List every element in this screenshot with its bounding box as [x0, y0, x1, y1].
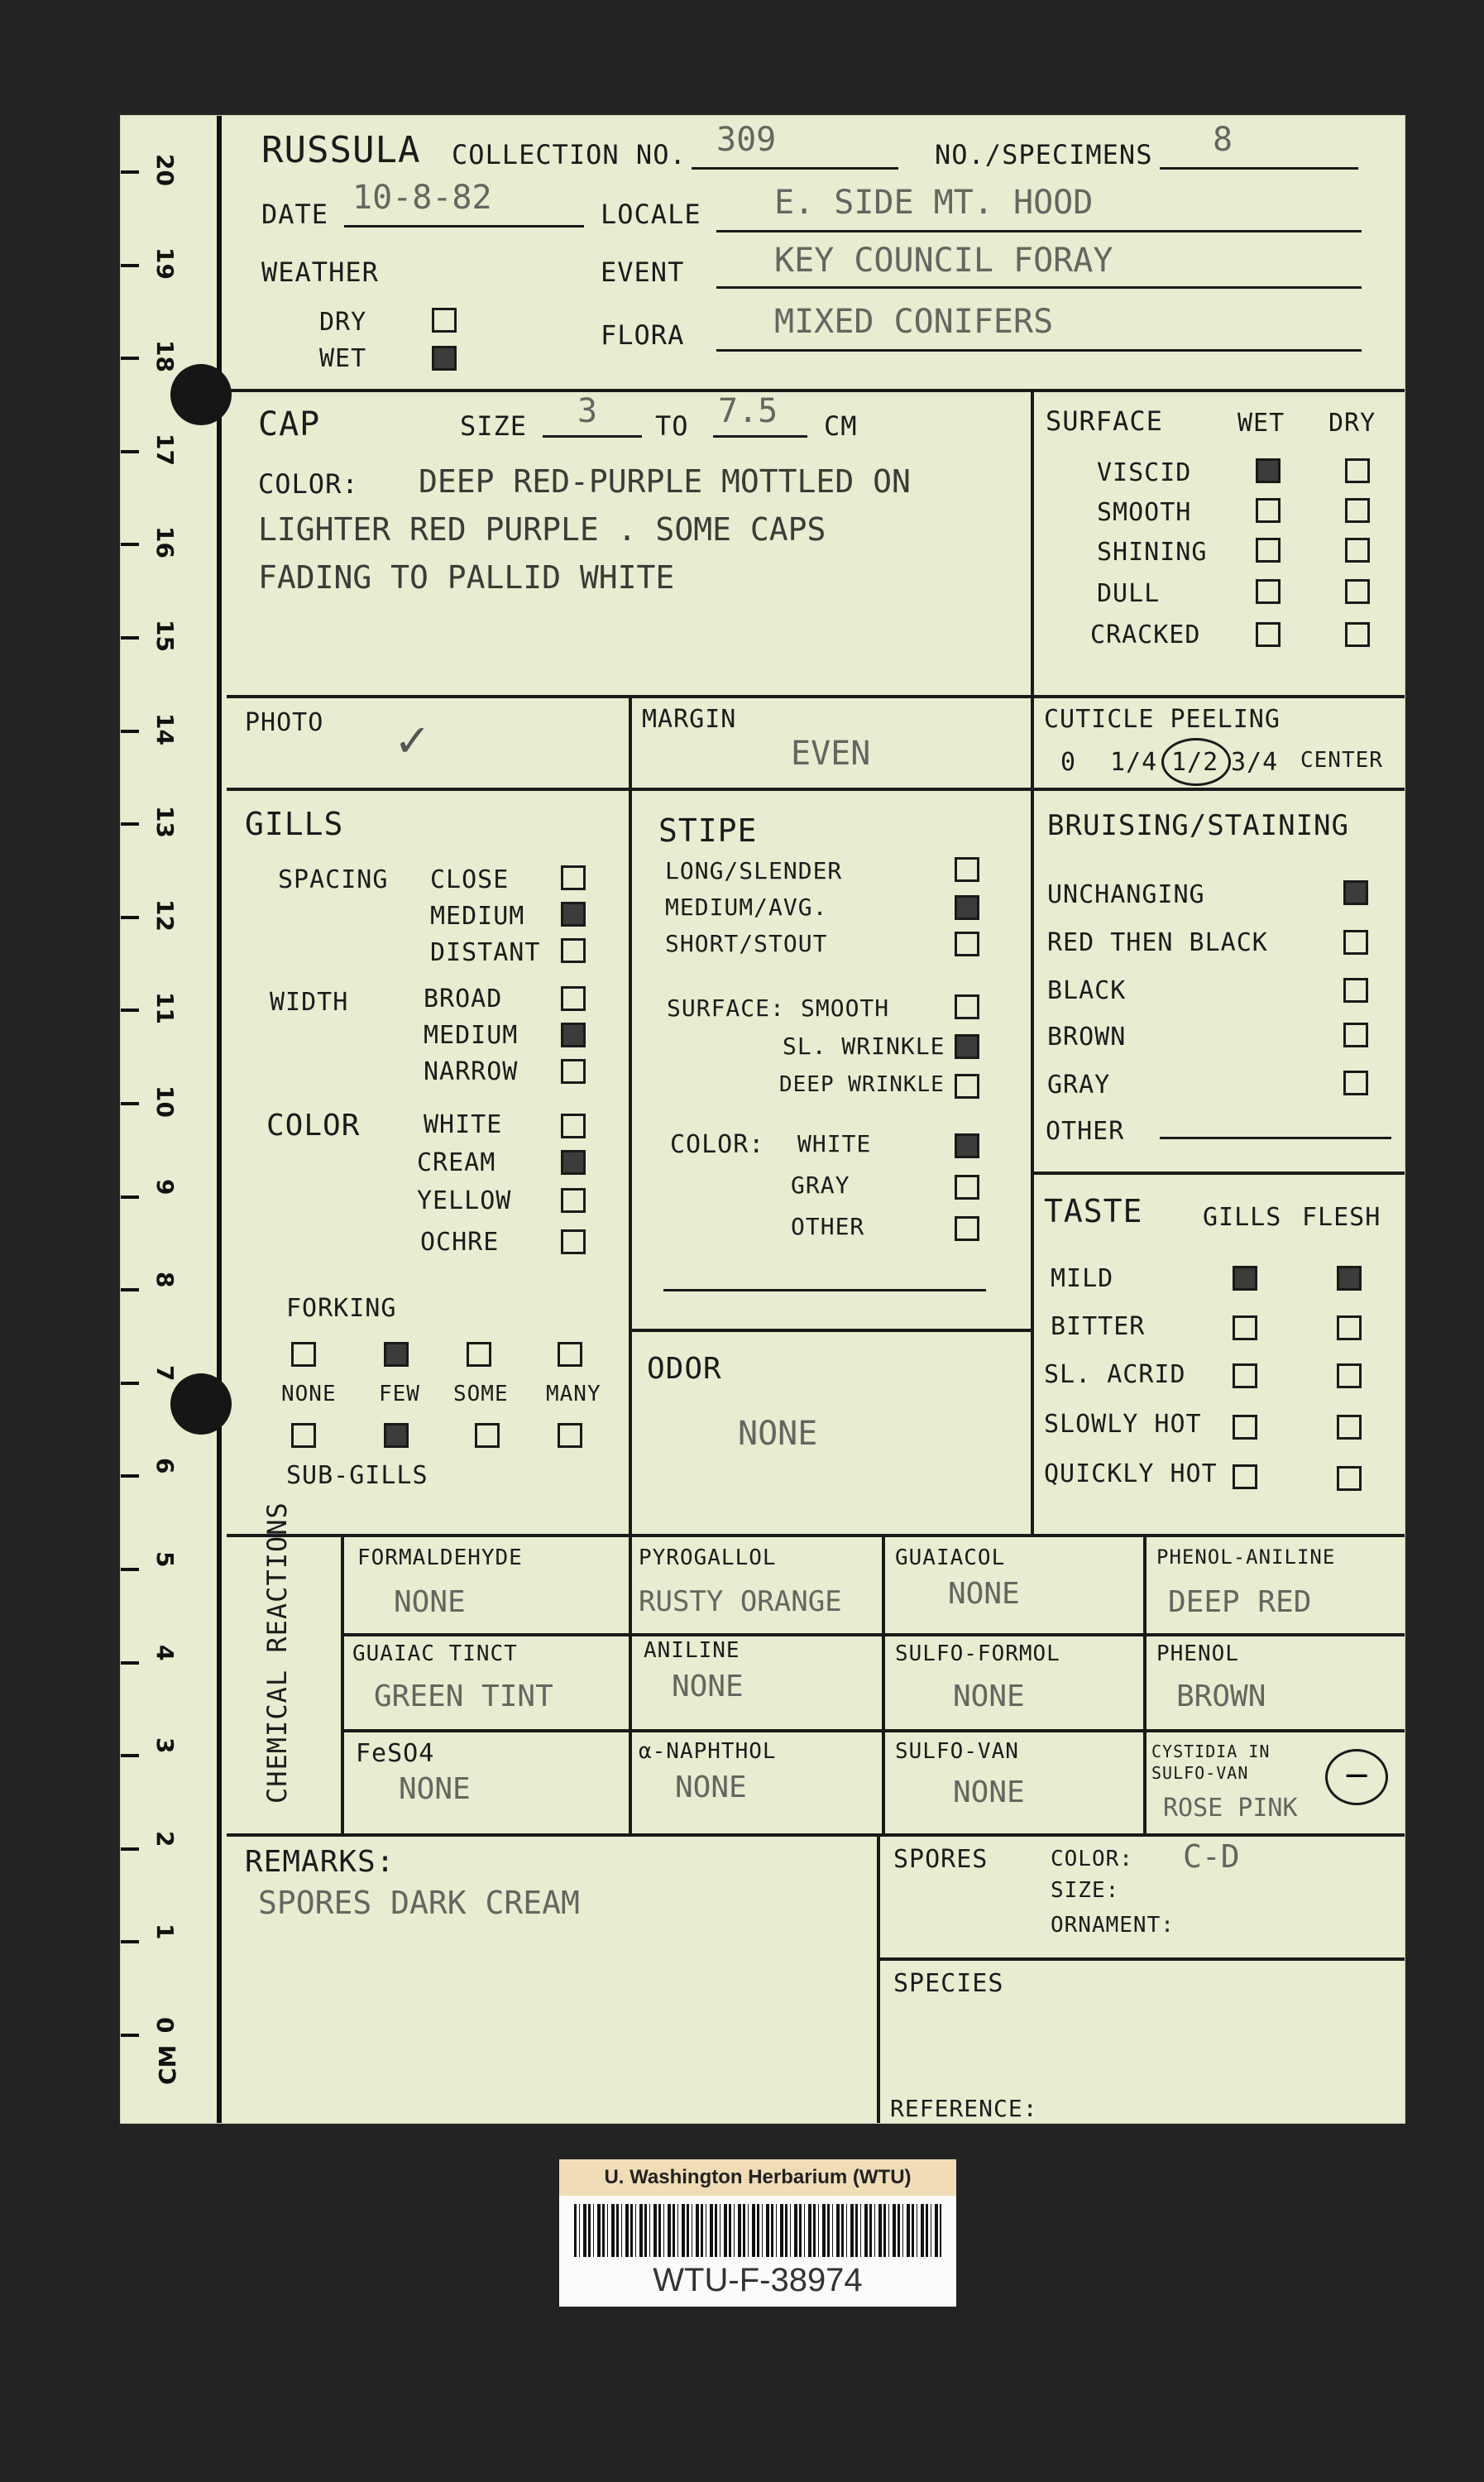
forking-many-label: MANY [546, 1382, 601, 1406]
taste-quickly-hot-gills-box [1233, 1464, 1257, 1489]
ruler-number: 17 [151, 433, 179, 466]
taste-row-label: BITTER [1051, 1312, 1146, 1341]
stipe-color-white: WHITE [797, 1130, 872, 1157]
bruising-brown-box [1343, 1023, 1368, 1047]
cuticle-option-center: CENTER [1300, 748, 1383, 773]
gills-medium-spacing-box [561, 902, 586, 927]
rule-photo [227, 788, 1405, 791]
weather-label: WEATHER [261, 256, 379, 288]
barcode-icon [574, 2204, 941, 2257]
stipe-surface-label: SURFACE: [667, 994, 785, 1022]
subgills-some-box [475, 1423, 500, 1448]
collection-underline [692, 167, 898, 170]
gills-spacing-label: SPACING [278, 865, 389, 894]
flora-underline [716, 349, 1362, 352]
stipe-label: STIPE [658, 812, 758, 849]
event-underline [716, 286, 1362, 289]
chem-aniline-value: NONE [672, 1670, 744, 1703]
bruising-unchanging-box [1343, 880, 1368, 905]
ruler-number: 10 [151, 1085, 179, 1118]
rule-chem-top [227, 1534, 1405, 1537]
surface-shining-dry-box [1345, 538, 1370, 563]
bruising-gray-box [1343, 1071, 1368, 1095]
rule-bruising [1031, 1172, 1405, 1175]
subgills-many-box [558, 1423, 582, 1448]
dry-label: DRY [319, 308, 367, 337]
chem-guaiacol-value: NONE [948, 1577, 1020, 1611]
flora-label: FLORA [601, 319, 685, 351]
gills-spacing-close: CLOSE [430, 865, 510, 894]
col-mid [629, 695, 632, 1534]
col-chem-2 [629, 1534, 632, 1833]
cap-size-from: 3 [577, 392, 598, 430]
cuticle-label: CUTICLE PEELING [1044, 705, 1281, 734]
chem-guaiac-value: GREEN TINT [374, 1679, 553, 1713]
chem-pyrogallol-value: RUSTY ORANGE [639, 1585, 842, 1618]
bruising-option: BROWN [1047, 1023, 1127, 1052]
spores-size-label: SIZE: [1051, 1878, 1120, 1903]
chem-formaldehyde-value: NONE [394, 1585, 466, 1619]
ruler-number: 20 [151, 154, 179, 186]
stipe-surface-smooth: SMOOTH [801, 994, 890, 1022]
stipe-color-other-line [663, 1289, 986, 1291]
gills-width-label: WIDTH [270, 988, 349, 1017]
cap-size-from-line [543, 435, 642, 438]
ruler-tick [121, 1288, 139, 1291]
surface-row-label: CRACKED [1090, 620, 1201, 649]
ruler-tick [121, 822, 139, 826]
surface-row-label: SMOOTH [1097, 498, 1192, 527]
ruler-number: 5 [151, 1551, 179, 1568]
rule-chem-bottom [227, 1833, 1405, 1837]
surface-viscid-dry-box [1345, 458, 1370, 483]
cuticle-option-half: 1/2 [1171, 748, 1219, 777]
ruler-tick [121, 1661, 139, 1665]
taste-bitter-flesh-box [1337, 1315, 1362, 1340]
ruler-tick [121, 1474, 139, 1478]
ruler-number: 1 [151, 1924, 179, 1940]
ruler-tick [121, 730, 139, 733]
ruler-number: 14 [151, 712, 179, 745]
bruising-option: OTHER [1046, 1117, 1125, 1146]
surface-shining-wet-box [1256, 538, 1281, 563]
cap-unit: CM [824, 410, 858, 442]
weather-dry-checkbox [432, 308, 457, 333]
gills-close-box [561, 865, 586, 890]
ruler-tick [121, 2034, 139, 2037]
ruler-number: 3 [151, 1737, 179, 1754]
rule-chem-row2 [341, 1729, 1405, 1732]
col-chem-4 [1143, 1534, 1147, 1833]
chem-feso4-value: NONE [399, 1772, 471, 1806]
taste-row-label: SLOWLY HOT [1044, 1410, 1202, 1439]
ruler-number: 7 [151, 1364, 179, 1382]
chem-sulfo-van-label: SULFO-VAN [895, 1739, 1019, 1764]
forking-none-label: NONE [281, 1382, 337, 1406]
chem-cystidia-label: CYSTIDIA IN SULFO-VAN [1151, 1742, 1271, 1783]
taste-slowly-hot-gills-box [1233, 1415, 1257, 1440]
chem-formaldehyde-label: FORMALDEHYDE [357, 1545, 523, 1570]
locale-underline [716, 230, 1362, 232]
surface-row-label: VISCID [1097, 458, 1192, 487]
surface-cracked-wet-box [1256, 622, 1281, 647]
ruler-tick [121, 1754, 139, 1757]
chem-sulfo-formol-label: SULFO-FORMOL [895, 1641, 1060, 1666]
surface-dull-dry-box [1345, 579, 1370, 604]
odor-label: ODOR [647, 1352, 722, 1386]
cap-label: CAP [258, 405, 321, 443]
ruler-tick [121, 1102, 139, 1105]
gills-width-medium: MEDIUM [424, 1021, 519, 1050]
stipe-gray-box [955, 1175, 979, 1200]
gills-label: GILLS [245, 806, 344, 842]
specimens-label: NO./SPECIMENS [935, 139, 1153, 170]
ruler-number: 13 [151, 806, 179, 839]
species-label: SPECIES [893, 1969, 1004, 1998]
surface-dry-label: DRY [1328, 409, 1376, 438]
stipe-white-box [955, 1133, 979, 1158]
surface-smooth-dry-box [1345, 498, 1370, 523]
date-value: 10-8-82 [352, 179, 492, 217]
rule-stipe [629, 1329, 1031, 1332]
event-value: KEY COUNCIL FORAY [774, 242, 1113, 280]
col-chem-label [341, 1534, 344, 1833]
chem-feso4-label: FeSO4 [356, 1739, 435, 1768]
gills-color-white: WHITE [424, 1110, 503, 1139]
surface-row-label: SHINING [1097, 538, 1208, 567]
surface-cracked-dry-box [1345, 622, 1370, 647]
gills-yellow-box [561, 1188, 586, 1213]
ruler-tick [121, 1847, 139, 1851]
forking-many-box [558, 1342, 582, 1367]
gills-broad-box [561, 986, 586, 1011]
spores-label: SPORES [893, 1845, 989, 1874]
forking-none-box [291, 1342, 316, 1367]
chem-phenol-aniline-label: PHENOL-ANILINE [1156, 1545, 1336, 1569]
margin-label: MARGIN [642, 705, 737, 734]
surface-viscid-wet-box [1256, 458, 1281, 483]
ruler-tick [121, 1568, 139, 1571]
stipe-deep-box [955, 1074, 979, 1099]
cap-color-line-2: LIGHTER RED PURPLE . SOME CAPS [258, 511, 826, 548]
ruler-tick [121, 1382, 139, 1385]
stipe-smooth-box [955, 994, 979, 1019]
stipe-color-other: OTHER [791, 1213, 865, 1240]
gills-spacing-distant: DISTANT [430, 938, 541, 967]
chem-cystidia-value: ROSE PINK [1163, 1794, 1298, 1823]
photo-label: PHOTO [245, 708, 324, 737]
margin-value: EVEN [791, 735, 871, 773]
binder-hole-top [170, 364, 232, 425]
ruler-tick [121, 916, 139, 919]
gills-cream-box [561, 1150, 586, 1175]
remarks-label: REMARKS: [245, 1845, 395, 1879]
forking-few-label: FEW [379, 1382, 420, 1406]
subgills-label: SUB-GILLS [286, 1461, 428, 1490]
bruising-label: BRUISING/STAINING [1047, 809, 1349, 842]
stipe-other-box [955, 1216, 979, 1241]
cuticle-option-three-quarter: 3/4 [1231, 748, 1279, 777]
herbarium-barcode-label [559, 2159, 956, 2307]
ruler-number: 8 [151, 1272, 179, 1288]
bruising-other-line [1160, 1137, 1391, 1139]
gills-color-yellow: YELLOW [417, 1186, 512, 1215]
gills-narrow-box [561, 1059, 586, 1084]
ruler-tick [121, 170, 139, 174]
stipe-shape-long: LONG/SLENDER [665, 857, 843, 884]
ruler-number: 16 [151, 526, 179, 559]
ruler-number: 6 [151, 1458, 179, 1474]
cap-color-label: COLOR: [258, 468, 359, 500]
locale-value: E. SIDE MT. HOOD [774, 184, 1094, 222]
taste-mild-gills-box [1233, 1266, 1257, 1291]
ruler-tick [121, 357, 139, 360]
gills-width-broad: BROAD [424, 985, 503, 1013]
gills-color-label: COLOR [266, 1109, 361, 1143]
flora-value: MIXED CONIFERS [774, 303, 1054, 341]
ruler-tick [121, 1009, 139, 1012]
chem-sulfo-van-value: NONE [953, 1775, 1025, 1809]
rule-chem-row1 [341, 1633, 1405, 1636]
chemical-reactions-label: CHEMICAL REACTIONS [261, 1502, 293, 1804]
taste-label: TASTE [1044, 1193, 1143, 1229]
chem-guaiacol-label: GUAIACOL [895, 1545, 1006, 1570]
taste-acrid-gills-box [1233, 1363, 1257, 1388]
event-label: EVENT [601, 256, 685, 288]
surface-label: SURFACE [1046, 405, 1163, 437]
col-chem-3 [882, 1534, 885, 1833]
ruler-number: 4 [151, 1644, 179, 1661]
chem-phenol-aniline-value: DEEP RED [1168, 1585, 1312, 1619]
taste-gills-label: GILLS [1203, 1203, 1282, 1232]
taste-bitter-gills-box [1233, 1315, 1257, 1340]
ruler-number: 0 [151, 2017, 179, 2034]
bruising-option: BLACK [1047, 976, 1127, 1005]
gills-spacing-medium: MEDIUM [430, 902, 525, 931]
chem-naphthol-value: NONE [675, 1770, 747, 1804]
ruler-tick [121, 636, 139, 640]
specimens-underline [1160, 167, 1358, 170]
spores-color-label: COLOR: [1051, 1847, 1133, 1871]
binder-hole-bottom [170, 1373, 232, 1435]
chem-phenol-label: PHENOL [1156, 1641, 1239, 1666]
chem-guaiac-label: GUAIAC TINCT [352, 1641, 518, 1666]
gills-ochre-box [561, 1229, 586, 1254]
stipe-medium-box [955, 895, 979, 920]
gills-white-box [561, 1114, 586, 1138]
cap-size-to: 7.5 [718, 392, 778, 430]
gills-color-cream: CREAM [417, 1148, 496, 1177]
rule-header [227, 389, 1405, 392]
bruising-black-box [1343, 978, 1368, 1003]
surface-smooth-wet-box [1256, 498, 1281, 523]
ruler-tick [121, 1940, 139, 1943]
forking-label: FORKING [286, 1294, 397, 1323]
subgills-none-box [291, 1423, 316, 1448]
surface-wet-label: WET [1237, 409, 1285, 438]
locale-label: LOCALE [601, 199, 701, 230]
forking-few-box [384, 1342, 409, 1367]
cap-to-label: TO [655, 410, 689, 442]
wet-label: WET [319, 344, 367, 373]
taste-row-label: QUICKLY HOT [1044, 1459, 1218, 1488]
stipe-shape-medium: MEDIUM/AVG. [665, 894, 828, 921]
ruler-tick [121, 450, 139, 453]
spores-ornament-label: ORNAMENT: [1051, 1913, 1175, 1938]
collection-label: COLLECTION NO. [452, 139, 687, 170]
surface-row-label: DULL [1097, 579, 1161, 608]
ruler-tick [121, 1195, 139, 1199]
cap-size-label: SIZE [460, 410, 528, 442]
genus-title: RUSSULA [261, 129, 421, 171]
taste-slowly-hot-flesh-box [1337, 1415, 1362, 1440]
taste-flesh-label: FLESH [1302, 1203, 1381, 1232]
bruising-red-black-box [1343, 930, 1368, 955]
weather-wet-checkbox [432, 346, 457, 371]
cap-color-line-3: FADING TO PALLID WHITE [258, 559, 675, 596]
stipe-color-gray: GRAY [791, 1172, 850, 1199]
stipe-long-box [955, 857, 979, 882]
bruising-option: RED THEN BLACK [1047, 928, 1268, 957]
ruler-tick [121, 264, 139, 267]
photo-check-mark: ✓ [394, 715, 432, 767]
cuticle-option-0: 0 [1060, 748, 1077, 777]
ruler-number: 11 [151, 992, 179, 1025]
collection-no: 309 [716, 121, 777, 159]
date-underline [344, 225, 584, 228]
stipe-surface-deep: DEEP WRINKLE [779, 1072, 945, 1097]
chem-naphthol-label: α-NAPHTHOL [639, 1739, 777, 1764]
herbarium-name: U. Washington Herbarium (WTU) [559, 2159, 956, 2196]
spores-color-value: C-D [1183, 1838, 1240, 1875]
cuticle-option-quarter: 1/4 [1110, 748, 1158, 777]
ruler-number: 18 [151, 340, 179, 373]
taste-row-label: SL. ACRID [1044, 1360, 1186, 1389]
rule-spores [877, 1957, 1405, 1961]
taste-quickly-hot-flesh-box [1337, 1466, 1362, 1491]
reference-label: REFERENCE: [890, 2095, 1038, 2122]
rule-cap [227, 695, 1405, 698]
surface-dull-wet-box [1256, 579, 1281, 604]
chem-sulfo-formol-value: NONE [953, 1679, 1025, 1713]
stipe-wrinkle-box [955, 1034, 979, 1059]
accession-number: WTU-F-38974 [653, 2262, 863, 2298]
gills-distant-box [561, 938, 586, 963]
subgills-few-box [384, 1423, 409, 1448]
ruler-number: 12 [151, 898, 179, 932]
forking-some-box [467, 1342, 491, 1367]
gills-medium-width-box [561, 1023, 586, 1047]
taste-acrid-flesh-box [1337, 1363, 1362, 1388]
chem-cystidia-sign: − [1325, 1749, 1388, 1805]
cap-color-line-1: DEEP RED-PURPLE MOTTLED ON [419, 463, 911, 500]
cap-size-to-line [713, 435, 807, 438]
stipe-shape-short: SHORT/STOUT [665, 930, 828, 957]
remarks-value: SPORES DARK CREAM [258, 1885, 580, 1921]
stipe-surface-wrinkle: SL. WRINKLE [783, 1033, 945, 1060]
ruler-tick [121, 543, 139, 546]
stipe-short-box [955, 932, 979, 956]
taste-row-label: MILD [1051, 1264, 1114, 1293]
ruler-number: 9 [151, 1178, 179, 1195]
gills-width-narrow: NARROW [424, 1057, 519, 1086]
chem-pyrogallol-label: PYROGALLOL [639, 1545, 777, 1570]
gills-color-ochre: OCHRE [420, 1228, 500, 1257]
odor-value: NONE [738, 1415, 818, 1453]
chem-aniline-label: ANILINE [644, 1638, 740, 1663]
forking-some-label: SOME [453, 1382, 509, 1406]
ruler-unit: CM [154, 2044, 181, 2085]
stipe-color-label: COLOR: [670, 1130, 765, 1159]
ruler-number: 19 [151, 247, 179, 280]
specimen-card [121, 116, 1405, 2123]
specimens-count: 8 [1213, 121, 1233, 159]
bruising-option: UNCHANGING [1047, 880, 1205, 909]
col-remarks [877, 1833, 880, 2123]
taste-mild-flesh-box [1337, 1266, 1362, 1291]
col-right [1031, 389, 1034, 1534]
ruler-number: 2 [151, 1830, 179, 1847]
date-label: DATE [261, 199, 329, 230]
ruler-number: 15 [151, 620, 179, 652]
chem-phenol-value: BROWN [1176, 1679, 1266, 1713]
bruising-option: GRAY [1047, 1071, 1111, 1100]
